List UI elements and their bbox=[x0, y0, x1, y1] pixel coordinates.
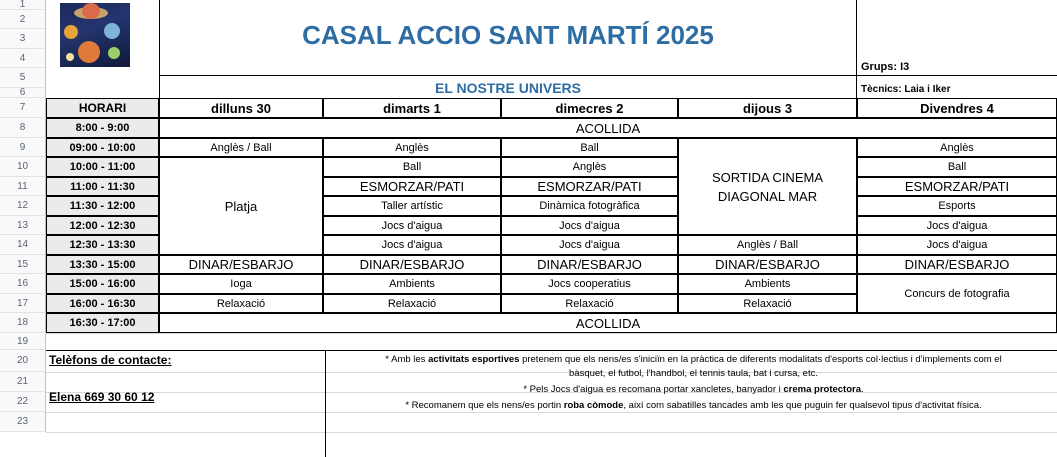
row-number[interactable]: 10 bbox=[0, 157, 46, 177]
note-text: . bbox=[861, 384, 864, 395]
contact-phone: Elena 669 30 60 12 bbox=[49, 390, 155, 404]
row-number[interactable]: 20 bbox=[0, 350, 46, 372]
row-number[interactable]: 11 bbox=[0, 177, 46, 196]
row-number[interactable]: 22 bbox=[0, 392, 46, 412]
row-number[interactable]: 4 bbox=[0, 49, 46, 68]
horari-header: HORARI bbox=[46, 98, 159, 118]
time-cell: 15:00 - 16:00 bbox=[46, 274, 159, 294]
row-number[interactable]: 3 bbox=[0, 29, 46, 49]
activity-cell: Ambients bbox=[323, 274, 501, 294]
activity-cell: Jocs cooperatius bbox=[501, 274, 678, 294]
activity-dinar: DINAR/ESBARJO bbox=[159, 255, 323, 274]
time-cell: 11:30 - 12:00 bbox=[46, 196, 159, 216]
row-number[interactable]: 2 bbox=[0, 10, 46, 29]
row-number[interactable]: 1 bbox=[0, 0, 46, 10]
time-cell: 11:00 - 11:30 bbox=[46, 177, 159, 196]
row-number[interactable]: 16 bbox=[0, 274, 46, 294]
page-subtitle: EL NOSTRE UNIVERS bbox=[435, 80, 581, 96]
activity-dinar: DINAR/ESBARJO bbox=[501, 255, 678, 274]
row-number[interactable]: 18 bbox=[0, 313, 46, 333]
time-cell: 10:00 - 11:00 bbox=[46, 157, 159, 177]
activity-dinar: DINAR/ESBARJO bbox=[323, 255, 501, 274]
row-number[interactable]: 8 bbox=[0, 118, 46, 138]
page-title: CASAL ACCIO SANT MARTÍ 2025 bbox=[302, 19, 714, 50]
activity-dinar: DINAR/ESBARJO bbox=[678, 255, 857, 274]
activity-cell: Esports bbox=[857, 196, 1057, 216]
sortida-line-1: SORTIDA CINEMA bbox=[711, 169, 823, 185]
activity-cell: Relaxació bbox=[323, 294, 501, 313]
time-cell: 8:00 - 9:00 bbox=[46, 118, 159, 138]
note-bold: crema protectora bbox=[783, 384, 862, 395]
activity-esmorzar: ESMORZAR/PATI bbox=[857, 177, 1057, 196]
activity-cell: Jocs d'aigua bbox=[501, 216, 678, 235]
activity-cell: Anglès bbox=[501, 157, 678, 177]
row-number[interactable]: 19 bbox=[0, 333, 46, 350]
title-border-right bbox=[856, 0, 857, 98]
time-cell: 09:00 - 10:00 bbox=[46, 138, 159, 157]
time-cell: 13:30 - 15:00 bbox=[46, 255, 159, 274]
row-number[interactable]: 7 bbox=[0, 98, 46, 118]
groups-label: Grups: I3 bbox=[861, 61, 910, 73]
grid-line bbox=[46, 333, 1057, 334]
activity-cell: Ball bbox=[857, 157, 1057, 177]
activity-sortida bbox=[678, 138, 857, 235]
activity-cell: Relaxació bbox=[501, 294, 678, 313]
activity-cell: Ball bbox=[323, 157, 501, 177]
activity-cell: Relaxació bbox=[678, 294, 857, 313]
footer-border-top bbox=[46, 350, 1057, 351]
activity-cell: Anglès bbox=[857, 138, 1057, 157]
row-number[interactable]: 13 bbox=[0, 216, 46, 235]
activity-cell: Relaxació bbox=[159, 294, 323, 313]
tecnics-label: Tècnics: Laia i Iker bbox=[861, 83, 951, 95]
activity-cell: Ball bbox=[501, 138, 678, 157]
time-cell: 12:00 - 12:30 bbox=[46, 216, 159, 235]
activity-cell: Anglès bbox=[323, 138, 501, 157]
row-number[interactable]: 5 bbox=[0, 68, 46, 88]
activity-dinar: DINAR/ESBARJO bbox=[857, 255, 1057, 274]
activity-cell: Jocs d'aigua bbox=[501, 235, 678, 255]
title-border-bottom bbox=[159, 75, 1057, 76]
time-cell: 12:30 - 13:30 bbox=[46, 235, 159, 255]
note-esportives-line2: bàsquet, el futbol, l'handbol, el tennis taula, bat i cursa, etc. bbox=[569, 368, 818, 379]
activity-cell: Ioga bbox=[159, 274, 323, 294]
note-bold: activitats esportives bbox=[428, 354, 520, 365]
activity-cell: Taller artístic bbox=[323, 196, 501, 216]
row-number[interactable]: 14 bbox=[0, 235, 46, 255]
activity-cell: Jocs d'aigua bbox=[323, 216, 501, 235]
activity-platja: Platja bbox=[159, 157, 323, 255]
day-header-mon: dilluns 30 bbox=[159, 98, 323, 118]
footer-divider bbox=[325, 350, 326, 457]
activity-cell: Anglès / Ball bbox=[678, 235, 857, 255]
day-header-tue: dimarts 1 bbox=[323, 98, 501, 118]
row-number[interactable]: 17 bbox=[0, 294, 46, 313]
acollida-evening: ACOLLIDA bbox=[159, 313, 1057, 333]
activity-cell: Dinàmica fotogràfica bbox=[501, 196, 678, 216]
note-text: * Amb les bbox=[385, 354, 429, 365]
activity-esmorzar: ESMORZAR/PATI bbox=[501, 177, 678, 196]
day-header-wed: dimecres 2 bbox=[501, 98, 678, 118]
acollida-morning: ACOLLIDA bbox=[159, 118, 1057, 138]
row-number[interactable]: 15 bbox=[0, 255, 46, 274]
row-number[interactable]: 23 bbox=[0, 412, 46, 432]
activity-cell: Jocs d'aigua bbox=[323, 235, 501, 255]
row-number[interactable]: 6 bbox=[0, 88, 46, 98]
row-number[interactable]: 9 bbox=[0, 138, 46, 157]
activity-cell: Ambients bbox=[678, 274, 857, 294]
activity-cell: Anglès / Ball bbox=[159, 138, 323, 157]
day-header-thu: dijous 3 bbox=[678, 98, 857, 118]
space-planets-image bbox=[60, 3, 130, 67]
activity-concurs: Concurs de fotografia bbox=[857, 274, 1057, 313]
activity-cell: Jocs d'aigua bbox=[857, 235, 1057, 255]
note-jocs-aigua bbox=[330, 383, 1057, 397]
note-esportives bbox=[330, 353, 1057, 367]
day-header-fri: Divendres 4 bbox=[857, 98, 1057, 118]
note-text: , així com sabatilles tancades amb les que puguin fer qualsevol tipus d'activitat física. bbox=[623, 400, 982, 411]
grid-line bbox=[46, 432, 1057, 433]
note-bold: roba còmode bbox=[563, 400, 624, 411]
activity-esmorzar: ESMORZAR/PATI bbox=[323, 177, 501, 196]
time-cell: 16:00 - 16:30 bbox=[46, 294, 159, 313]
sortida-line-2: DIAGONAL MAR bbox=[717, 188, 818, 204]
row-number[interactable]: 21 bbox=[0, 372, 46, 392]
note-text: pretenem que els nens/es s'iniciïn en la pràctica de diferents modalitats d'esports col·lectius i d'implements com el bbox=[519, 354, 1002, 365]
title-border-left bbox=[159, 0, 160, 98]
note-roba bbox=[330, 399, 1057, 413]
note-text: * Recomanem que els nens/es portin bbox=[405, 400, 564, 411]
row-number[interactable]: 12 bbox=[0, 196, 46, 216]
time-cell: 16:30 - 17:00 bbox=[46, 313, 159, 333]
activity-cell: Jocs d'aigua bbox=[857, 216, 1057, 235]
note-text: * Pels Jocs d'aigua es recomana portar xancletes, banyador i bbox=[523, 384, 784, 395]
contact-heading: Telèfons de contacte: bbox=[49, 353, 172, 367]
